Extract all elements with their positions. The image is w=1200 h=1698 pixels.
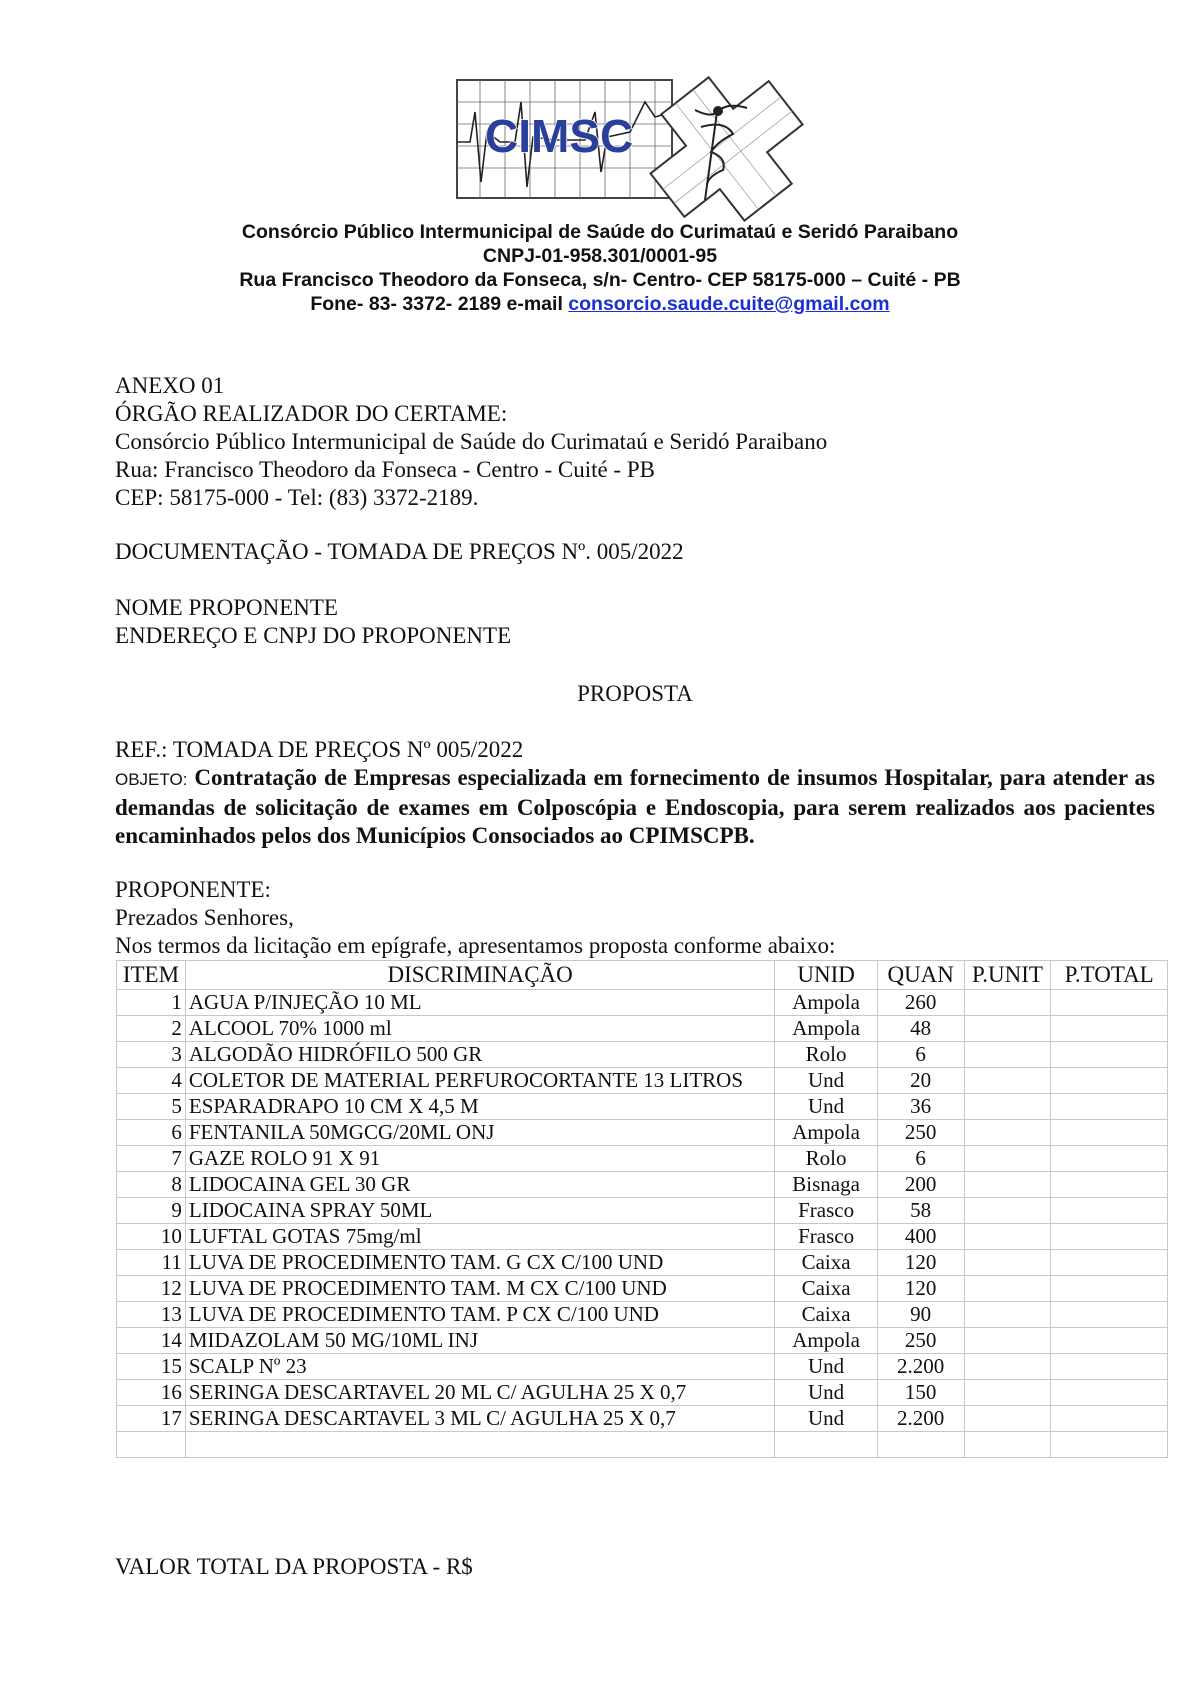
items-table xyxy=(116,960,1168,1458)
cell-punit xyxy=(964,1042,1051,1068)
cell-item: 7 xyxy=(117,1146,186,1172)
organ-name: Consórcio Público Intermunicipal de Saúde do Curimataú e Seridó Paraibano xyxy=(115,429,828,454)
intro-text: Nos termos da licitação em epígrafe, apresentamos proposta conforme abaixo: xyxy=(115,933,836,958)
organ-cep-tel: CEP: 58175-000 - Tel: (83) 3372-2189. xyxy=(115,485,479,510)
cell-discriminacao: ESPARADRAPO 10 CM X 4,5 M xyxy=(185,1094,775,1120)
cell-ptotal xyxy=(1051,1276,1168,1302)
cell-item: 6 xyxy=(117,1120,186,1146)
cell-punit xyxy=(964,1172,1051,1198)
cell-punit xyxy=(964,1380,1051,1406)
cell-unid: Rolo xyxy=(775,1146,877,1172)
cell-discriminacao: MIDAZOLAM 50 MG/10ML INJ xyxy=(185,1328,775,1354)
cell-ptotal xyxy=(1051,1406,1168,1432)
cell-item: 13 xyxy=(117,1302,186,1328)
cell-quan: 120 xyxy=(877,1276,964,1302)
org-contact xyxy=(0,292,1200,316)
cell-punit xyxy=(964,1146,1051,1172)
cell-item: 14 xyxy=(117,1328,186,1354)
table-row xyxy=(117,1172,1168,1198)
cell-quan: 6 xyxy=(877,1042,964,1068)
cell-unid: Caixa xyxy=(775,1276,877,1302)
table-row xyxy=(117,1302,1168,1328)
cell-punit xyxy=(964,1198,1051,1224)
cell-discriminacao: LIDOCAINA GEL 30 GR xyxy=(185,1172,775,1198)
cell-discriminacao: SCALP Nº 23 xyxy=(185,1354,775,1380)
table-row xyxy=(117,1406,1168,1432)
table-row xyxy=(117,1094,1168,1120)
intro-block xyxy=(115,876,1155,960)
table-row xyxy=(117,1380,1168,1406)
org-cnpj: CNPJ-01-958.301/0001-95 xyxy=(482,245,718,267)
table-row xyxy=(117,1068,1168,1094)
proposal-title: PROPOSTA xyxy=(577,681,693,706)
table-row xyxy=(117,1198,1168,1224)
cell-punit xyxy=(964,1250,1051,1276)
cell-item: 5 xyxy=(117,1094,186,1120)
empty-cell xyxy=(877,1432,964,1458)
cell-punit xyxy=(964,1276,1051,1302)
cell-punit xyxy=(964,1120,1051,1146)
cell-ptotal xyxy=(1051,1068,1168,1094)
proponent-name: NOME PROPONENTE xyxy=(115,595,338,620)
empty-cell xyxy=(775,1432,877,1458)
table-row xyxy=(117,1224,1168,1250)
cell-quan: 250 xyxy=(877,1328,964,1354)
proponente-label: PROPONENTE: xyxy=(115,877,271,902)
table-row xyxy=(117,1042,1168,1068)
empty-cell xyxy=(1051,1432,1168,1458)
cell-discriminacao: ALCOOL 70% 1000 ml xyxy=(185,1016,775,1042)
cell-item: 1 xyxy=(117,990,186,1016)
cell-quan: 36 xyxy=(877,1094,964,1120)
cell-punit xyxy=(964,990,1051,1016)
cell-item: 15 xyxy=(117,1354,186,1380)
objeto-block xyxy=(115,764,1155,850)
cell-discriminacao: LIDOCAINA SPRAY 50ML xyxy=(185,1198,775,1224)
cell-punit xyxy=(964,1016,1051,1042)
cell-ptotal xyxy=(1051,1016,1168,1042)
cell-item: 11 xyxy=(117,1250,186,1276)
cell-item: 9 xyxy=(117,1198,186,1224)
total-value-label: VALOR TOTAL DA PROPOSTA - R$ xyxy=(115,1554,473,1579)
proponent-address: ENDEREÇO E CNPJ DO PROPONENTE xyxy=(115,623,512,648)
cell-ptotal xyxy=(1051,1172,1168,1198)
cell-discriminacao: FENTANILA 50MGCG/20ML ONJ xyxy=(185,1120,775,1146)
cell-ptotal xyxy=(1051,1302,1168,1328)
cell-unid: Ampola xyxy=(775,1120,877,1146)
cell-discriminacao: LUVA DE PROCEDIMENTO TAM. G CX C/100 UND xyxy=(185,1250,775,1276)
cell-unid: Bisnaga xyxy=(775,1172,877,1198)
cell-punit xyxy=(964,1354,1051,1380)
org-name: Consórcio Público Intermunicipal de Saúde do Curimataú e Seridó Paraibano xyxy=(241,221,959,243)
cell-quan: 20 xyxy=(877,1068,964,1094)
cell-item: 10 xyxy=(117,1224,186,1250)
header-unid: UNID xyxy=(775,961,877,990)
table-row xyxy=(117,1146,1168,1172)
cell-quan: 58 xyxy=(877,1198,964,1224)
header-discriminacao: DISCRIMINAÇÃO xyxy=(185,961,775,990)
cell-quan: 90 xyxy=(877,1302,964,1328)
table-row xyxy=(117,990,1168,1016)
cell-ptotal xyxy=(1051,1042,1168,1068)
cell-ptotal xyxy=(1051,1250,1168,1276)
svg-text:CIMSC: CIMSC xyxy=(485,110,634,162)
proponent-block xyxy=(115,594,1155,650)
cell-punit xyxy=(964,1094,1051,1120)
cell-ptotal xyxy=(1051,1328,1168,1354)
cell-discriminacao: ALGODÃO HIDRÓFILO 500 GR xyxy=(185,1042,775,1068)
cell-unid: Ampola xyxy=(775,1328,877,1354)
cell-item: 12 xyxy=(117,1276,186,1302)
cell-unid: Caixa xyxy=(775,1302,877,1328)
cell-item: 2 xyxy=(117,1016,186,1042)
annex-block xyxy=(115,372,1155,512)
cell-ptotal xyxy=(1051,990,1168,1016)
cell-unid: Und xyxy=(775,1068,877,1094)
cell-ptotal xyxy=(1051,1354,1168,1380)
cell-discriminacao: LUVA DE PROCEDIMENTO TAM. P CX C/100 UND xyxy=(185,1302,775,1328)
documentation-line: DOCUMENTAÇÃO - TOMADA DE PREÇOS Nº. 005/2022 xyxy=(115,539,684,564)
cell-quan: 260 xyxy=(877,990,964,1016)
cell-unid: Caixa xyxy=(775,1250,877,1276)
cell-quan: 120 xyxy=(877,1250,964,1276)
cell-discriminacao: LUVA DE PROCEDIMENTO TAM. M CX C/100 UND xyxy=(185,1276,775,1302)
cell-punit xyxy=(964,1328,1051,1354)
table-row xyxy=(117,1016,1168,1042)
cell-unid: Rolo xyxy=(775,1042,877,1068)
cell-quan: 6 xyxy=(877,1146,964,1172)
cell-punit xyxy=(964,1224,1051,1250)
cell-unid: Und xyxy=(775,1094,877,1120)
cell-unid: Ampola xyxy=(775,990,877,1016)
phone-text: Fone- 83- 3372- 2189 e-mail xyxy=(310,293,569,315)
cell-quan: 2.200 xyxy=(877,1406,964,1432)
cell-item: 3 xyxy=(117,1042,186,1068)
cell-ptotal xyxy=(1051,1224,1168,1250)
cell-quan: 250 xyxy=(877,1120,964,1146)
header-ptotal: P.TOTAL xyxy=(1051,961,1168,990)
organ-label: ÓRGÃO REALIZADOR DO CERTAME: xyxy=(115,401,508,426)
cell-unid: Ampola xyxy=(775,1016,877,1042)
cell-discriminacao: COLETOR DE MATERIAL PERFUROCORTANTE 13 LITROS xyxy=(185,1068,775,1094)
annex-title: ANEXO 01 xyxy=(115,373,225,398)
table-row xyxy=(117,1250,1168,1276)
cell-punit xyxy=(964,1068,1051,1094)
cell-item: 8 xyxy=(117,1172,186,1198)
header-item: ITEM xyxy=(117,961,186,990)
objeto-label: OBJETO: xyxy=(115,770,188,789)
cell-item: 17 xyxy=(117,1406,186,1432)
table-row xyxy=(117,1328,1168,1354)
empty-cell xyxy=(117,1432,186,1458)
table-row xyxy=(117,1354,1168,1380)
org-address: Rua Francisco Theodoro da Fonseca, s/n- Centro- CEP 58175-000 – Cuité - PB xyxy=(239,269,961,291)
cell-unid: Und xyxy=(775,1406,877,1432)
cell-unid: Und xyxy=(775,1354,877,1380)
email-link[interactable]: consorcio.saude.cuite@gmail.com xyxy=(568,293,890,315)
header-quan: QUAN xyxy=(877,961,964,990)
cell-quan: 400 xyxy=(877,1224,964,1250)
cell-ptotal xyxy=(1051,1094,1168,1120)
cell-discriminacao: GAZE ROLO 91 X 91 xyxy=(185,1146,775,1172)
empty-cell xyxy=(185,1432,775,1458)
cell-item: 4 xyxy=(117,1068,186,1094)
cell-quan: 200 xyxy=(877,1172,964,1198)
cell-quan: 2.200 xyxy=(877,1354,964,1380)
cell-ptotal xyxy=(1051,1198,1168,1224)
greeting: Prezados Senhores, xyxy=(115,905,294,930)
cell-discriminacao: LUFTAL GOTAS 75mg/ml xyxy=(185,1224,775,1250)
cell-punit xyxy=(964,1406,1051,1432)
letterhead xyxy=(0,220,1200,316)
table-header-row xyxy=(117,961,1168,990)
organ-street: Rua: Francisco Theodoro da Fonseca - Centro - Cuité - PB xyxy=(115,457,655,482)
objeto-text: Contratação de Empresas especializada em fornecimento de insumos Hospitalar, para atender as demandas de solicitação de exames em Colposcópia e Endoscopia, para serem realizados aos pacientes encaminhados pelos dos Municípios Consociados ao CPIMSCPB. xyxy=(115,765,1155,848)
cell-ptotal xyxy=(1051,1380,1168,1406)
table-row-empty xyxy=(117,1432,1168,1458)
cell-quan: 150 xyxy=(877,1380,964,1406)
cell-ptotal xyxy=(1051,1120,1168,1146)
cell-discriminacao: SERINGA DESCARTAVEL 3 ML C/ AGULHA 25 X 0,7 xyxy=(185,1406,775,1432)
cell-unid: Und xyxy=(775,1380,877,1406)
cimsc-logo xyxy=(455,72,815,222)
cell-punit xyxy=(964,1302,1051,1328)
cell-discriminacao: AGUA P/INJEÇÃO 10 ML xyxy=(185,990,775,1016)
ref-line: REF.: TOMADA DE PREÇOS Nº 005/2022 xyxy=(115,737,524,762)
empty-cell xyxy=(964,1432,1051,1458)
cell-unid: Frasco xyxy=(775,1224,877,1250)
cell-item: 16 xyxy=(117,1380,186,1406)
cell-discriminacao: SERINGA DESCARTAVEL 20 ML C/ AGULHA 25 X 0,7 xyxy=(185,1380,775,1406)
table-row xyxy=(117,1120,1168,1146)
header-punit: P.UNIT xyxy=(964,961,1051,990)
cell-quan: 48 xyxy=(877,1016,964,1042)
table-row xyxy=(117,1276,1168,1302)
cell-unid: Frasco xyxy=(775,1198,877,1224)
cell-ptotal xyxy=(1051,1146,1168,1172)
